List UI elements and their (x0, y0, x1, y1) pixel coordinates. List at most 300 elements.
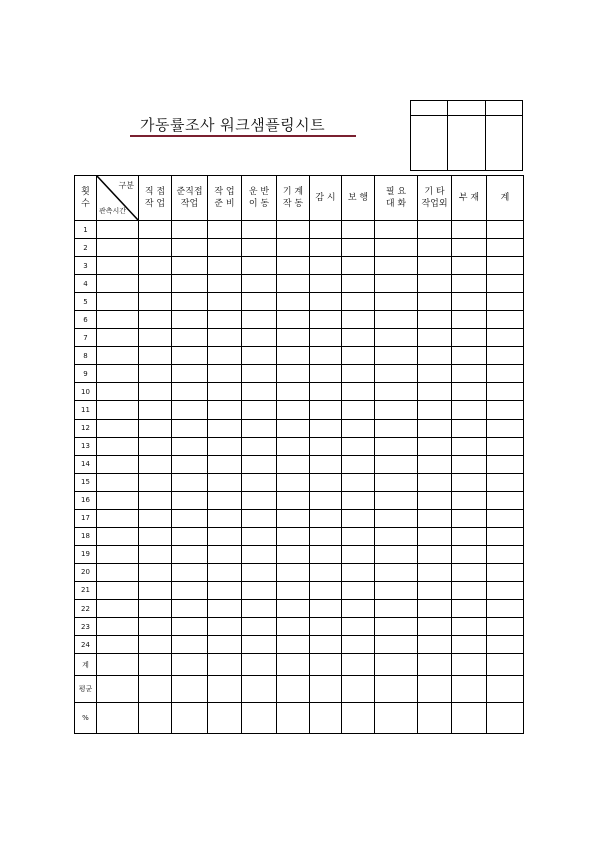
entry-cell[interactable] (139, 293, 172, 311)
entry-cell[interactable] (342, 329, 375, 347)
entry-cell[interactable] (487, 527, 524, 545)
entry-cell[interactable] (172, 599, 208, 617)
entry-cell[interactable] (310, 618, 342, 636)
entry-cell[interactable] (452, 437, 487, 455)
entry-cell[interactable] (172, 257, 208, 275)
entry-cell[interactable] (242, 437, 277, 455)
entry-cell[interactable] (139, 239, 172, 257)
entry-cell[interactable] (277, 401, 310, 419)
entry-cell[interactable] (342, 636, 375, 654)
entry-cell[interactable] (310, 347, 342, 365)
entry-cell[interactable] (375, 676, 418, 703)
entry-cell[interactable] (452, 221, 487, 239)
entry-cell[interactable] (277, 599, 310, 617)
entry-cell[interactable] (418, 563, 452, 581)
entry-cell[interactable] (487, 491, 524, 509)
entry-cell[interactable] (139, 527, 172, 545)
entry-cell[interactable] (242, 702, 277, 733)
entry-cell[interactable] (277, 419, 310, 437)
entry-cell[interactable] (208, 401, 242, 419)
entry-cell[interactable] (452, 473, 487, 491)
entry-cell[interactable] (139, 437, 172, 455)
entry-cell[interactable] (172, 383, 208, 401)
entry-cell[interactable] (418, 293, 452, 311)
entry-cell[interactable] (375, 311, 418, 329)
entry-cell[interactable] (242, 239, 277, 257)
entry-cell[interactable] (208, 383, 242, 401)
entry-cell[interactable] (452, 527, 487, 545)
entry-cell[interactable] (375, 419, 418, 437)
entry-cell[interactable] (172, 654, 208, 676)
entry-cell[interactable] (172, 293, 208, 311)
entry-cell[interactable] (310, 401, 342, 419)
entry-cell[interactable] (139, 599, 172, 617)
entry-cell[interactable] (242, 563, 277, 581)
entry-cell[interactable] (310, 654, 342, 676)
entry-cell[interactable] (242, 329, 277, 347)
entry-cell[interactable] (172, 311, 208, 329)
entry-cell[interactable] (208, 676, 242, 703)
entry-cell[interactable] (139, 618, 172, 636)
entry-cell[interactable] (139, 636, 172, 654)
entry-cell[interactable] (452, 491, 487, 509)
entry-cell[interactable] (172, 455, 208, 473)
entry-cell[interactable] (418, 347, 452, 365)
entry-cell[interactable] (277, 365, 310, 383)
entry-cell[interactable] (139, 473, 172, 491)
entry-cell[interactable] (172, 527, 208, 545)
entry-cell[interactable] (242, 221, 277, 239)
entry-cell[interactable] (487, 636, 524, 654)
entry-cell[interactable] (342, 654, 375, 676)
entry-cell[interactable] (487, 581, 524, 599)
entry-cell[interactable] (418, 599, 452, 617)
entry-cell[interactable] (342, 702, 375, 733)
entry-cell[interactable] (487, 599, 524, 617)
entry-cell[interactable] (310, 455, 342, 473)
entry-cell[interactable] (418, 473, 452, 491)
entry-cell[interactable] (418, 702, 452, 733)
entry-cell[interactable] (310, 293, 342, 311)
entry-cell[interactable] (342, 563, 375, 581)
entry-cell[interactable] (418, 491, 452, 509)
entry-cell[interactable] (342, 455, 375, 473)
entry-cell[interactable] (208, 509, 242, 527)
entry-cell[interactable] (277, 293, 310, 311)
entry-cell[interactable] (310, 702, 342, 733)
entry-cell[interactable] (375, 347, 418, 365)
entry-cell[interactable] (418, 311, 452, 329)
entry-cell[interactable] (242, 293, 277, 311)
entry-cell[interactable] (277, 275, 310, 293)
entry-cell[interactable] (208, 581, 242, 599)
entry-cell[interactable] (242, 257, 277, 275)
entry-cell[interactable] (139, 509, 172, 527)
entry-cell[interactable] (139, 702, 172, 733)
entry-cell[interactable] (172, 347, 208, 365)
entry-cell[interactable] (310, 275, 342, 293)
entry-cell[interactable] (139, 491, 172, 509)
entry-cell[interactable] (418, 527, 452, 545)
entry-cell[interactable] (277, 437, 310, 455)
entry-cell[interactable] (172, 491, 208, 509)
entry-cell[interactable] (310, 509, 342, 527)
entry-cell[interactable] (418, 618, 452, 636)
entry-cell[interactable] (139, 383, 172, 401)
entry-cell[interactable] (487, 654, 524, 676)
entry-cell[interactable] (97, 581, 139, 599)
entry-cell[interactable] (277, 636, 310, 654)
entry-cell[interactable] (277, 347, 310, 365)
entry-cell[interactable] (208, 293, 242, 311)
entry-cell[interactable] (139, 221, 172, 239)
entry-cell[interactable] (487, 275, 524, 293)
entry-cell[interactable] (208, 618, 242, 636)
entry-cell[interactable] (208, 365, 242, 383)
entry-cell[interactable] (97, 293, 139, 311)
entry-cell[interactable] (452, 257, 487, 275)
entry-cell[interactable] (487, 365, 524, 383)
entry-cell[interactable] (139, 275, 172, 293)
entry-cell[interactable] (375, 239, 418, 257)
entry-cell[interactable] (452, 239, 487, 257)
entry-cell[interactable] (277, 527, 310, 545)
entry-cell[interactable] (277, 221, 310, 239)
entry-cell[interactable] (208, 599, 242, 617)
entry-cell[interactable] (418, 419, 452, 437)
entry-cell[interactable] (277, 383, 310, 401)
entry-cell[interactable] (487, 329, 524, 347)
entry-cell[interactable] (310, 581, 342, 599)
entry-cell[interactable] (242, 599, 277, 617)
entry-cell[interactable] (342, 347, 375, 365)
entry-cell[interactable] (452, 347, 487, 365)
entry-cell[interactable] (310, 221, 342, 239)
entry-cell[interactable] (487, 239, 524, 257)
entry-cell[interactable] (375, 509, 418, 527)
entry-cell[interactable] (418, 545, 452, 563)
entry-cell[interactable] (418, 257, 452, 275)
entry-cell[interactable] (342, 491, 375, 509)
entry-cell[interactable] (375, 527, 418, 545)
entry-cell[interactable] (208, 329, 242, 347)
entry-cell[interactable] (375, 401, 418, 419)
entry-cell[interactable] (342, 599, 375, 617)
entry-cell[interactable] (342, 293, 375, 311)
entry-cell[interactable] (277, 702, 310, 733)
entry-cell[interactable] (418, 221, 452, 239)
entry-cell[interactable] (139, 419, 172, 437)
entry-cell[interactable] (277, 329, 310, 347)
entry-cell[interactable] (452, 676, 487, 703)
entry-cell[interactable] (487, 347, 524, 365)
entry-cell[interactable] (242, 311, 277, 329)
entry-cell[interactable] (242, 473, 277, 491)
entry-cell[interactable] (342, 419, 375, 437)
entry-cell[interactable] (452, 293, 487, 311)
entry-cell[interactable] (375, 702, 418, 733)
entry-cell[interactable] (208, 275, 242, 293)
entry-cell[interactable] (452, 618, 487, 636)
entry-cell[interactable] (418, 365, 452, 383)
entry-cell[interactable] (452, 636, 487, 654)
entry-cell[interactable] (418, 437, 452, 455)
entry-cell[interactable] (452, 599, 487, 617)
entry-cell[interactable] (277, 311, 310, 329)
entry-cell[interactable] (242, 636, 277, 654)
entry-cell[interactable] (97, 419, 139, 437)
entry-cell[interactable] (208, 257, 242, 275)
entry-cell[interactable] (172, 636, 208, 654)
entry-cell[interactable] (172, 702, 208, 733)
entry-cell[interactable] (452, 365, 487, 383)
entry-cell[interactable] (310, 437, 342, 455)
entry-cell[interactable] (418, 275, 452, 293)
entry-cell[interactable] (342, 473, 375, 491)
entry-cell[interactable] (97, 257, 139, 275)
entry-cell[interactable] (242, 383, 277, 401)
entry-cell[interactable] (242, 581, 277, 599)
entry-cell[interactable] (277, 491, 310, 509)
entry-cell[interactable] (375, 455, 418, 473)
entry-cell[interactable] (242, 347, 277, 365)
entry-cell[interactable] (277, 618, 310, 636)
entry-cell[interactable] (208, 491, 242, 509)
entry-cell[interactable] (139, 365, 172, 383)
entry-cell[interactable] (487, 509, 524, 527)
entry-cell[interactable] (139, 329, 172, 347)
entry-cell[interactable] (172, 329, 208, 347)
entry-cell[interactable] (375, 581, 418, 599)
entry-cell[interactable] (139, 311, 172, 329)
entry-cell[interactable] (342, 383, 375, 401)
entry-cell[interactable] (375, 221, 418, 239)
entry-cell[interactable] (375, 563, 418, 581)
entry-cell[interactable] (172, 509, 208, 527)
entry-cell[interactable] (242, 527, 277, 545)
entry-cell[interactable] (418, 654, 452, 676)
entry-cell[interactable] (139, 257, 172, 275)
entry-cell[interactable] (487, 401, 524, 419)
entry-cell[interactable] (97, 702, 139, 733)
entry-cell[interactable] (342, 581, 375, 599)
entry-cell[interactable] (208, 527, 242, 545)
entry-cell[interactable] (487, 293, 524, 311)
entry-cell[interactable] (242, 491, 277, 509)
entry-cell[interactable] (452, 654, 487, 676)
entry-cell[interactable] (242, 676, 277, 703)
entry-cell[interactable] (487, 618, 524, 636)
entry-cell[interactable] (452, 419, 487, 437)
entry-cell[interactable] (452, 581, 487, 599)
entry-cell[interactable] (375, 473, 418, 491)
entry-cell[interactable] (97, 509, 139, 527)
entry-cell[interactable] (172, 676, 208, 703)
entry-cell[interactable] (97, 527, 139, 545)
entry-cell[interactable] (418, 676, 452, 703)
entry-cell[interactable] (487, 419, 524, 437)
entry-cell[interactable] (487, 473, 524, 491)
entry-cell[interactable] (418, 239, 452, 257)
entry-cell[interactable] (277, 473, 310, 491)
entry-cell[interactable] (277, 239, 310, 257)
entry-cell[interactable] (310, 365, 342, 383)
entry-cell[interactable] (487, 563, 524, 581)
entry-cell[interactable] (342, 545, 375, 563)
entry-cell[interactable] (172, 401, 208, 419)
entry-cell[interactable] (418, 401, 452, 419)
entry-cell[interactable] (487, 545, 524, 563)
entry-cell[interactable] (97, 491, 139, 509)
entry-cell[interactable] (375, 654, 418, 676)
entry-cell[interactable] (310, 419, 342, 437)
entry-cell[interactable] (342, 275, 375, 293)
entry-cell[interactable] (375, 275, 418, 293)
entry-cell[interactable] (97, 473, 139, 491)
entry-cell[interactable] (242, 275, 277, 293)
entry-cell[interactable] (375, 293, 418, 311)
entry-cell[interactable] (342, 618, 375, 636)
entry-cell[interactable] (208, 473, 242, 491)
entry-cell[interactable] (97, 455, 139, 473)
entry-cell[interactable] (375, 365, 418, 383)
entry-cell[interactable] (310, 473, 342, 491)
entry-cell[interactable] (375, 491, 418, 509)
entry-cell[interactable] (277, 563, 310, 581)
entry-cell[interactable] (375, 437, 418, 455)
entry-cell[interactable] (97, 347, 139, 365)
entry-cell[interactable] (310, 676, 342, 703)
entry-cell[interactable] (418, 329, 452, 347)
entry-cell[interactable] (375, 383, 418, 401)
entry-cell[interactable] (97, 401, 139, 419)
entry-cell[interactable] (452, 702, 487, 733)
approval-sign-cell-3[interactable] (485, 116, 522, 171)
entry-cell[interactable] (208, 702, 242, 733)
entry-cell[interactable] (418, 636, 452, 654)
entry-cell[interactable] (277, 654, 310, 676)
entry-cell[interactable] (310, 329, 342, 347)
entry-cell[interactable] (139, 654, 172, 676)
entry-cell[interactable] (208, 311, 242, 329)
entry-cell[interactable] (97, 329, 139, 347)
entry-cell[interactable] (97, 618, 139, 636)
entry-cell[interactable] (139, 676, 172, 703)
entry-cell[interactable] (242, 618, 277, 636)
entry-cell[interactable] (277, 257, 310, 275)
entry-cell[interactable] (277, 455, 310, 473)
entry-cell[interactable] (277, 545, 310, 563)
entry-cell[interactable] (242, 509, 277, 527)
entry-cell[interactable] (208, 654, 242, 676)
entry-cell[interactable] (487, 437, 524, 455)
entry-cell[interactable] (208, 239, 242, 257)
entry-cell[interactable] (277, 581, 310, 599)
entry-cell[interactable] (452, 329, 487, 347)
entry-cell[interactable] (310, 311, 342, 329)
entry-cell[interactable] (375, 257, 418, 275)
entry-cell[interactable] (242, 401, 277, 419)
entry-cell[interactable] (242, 654, 277, 676)
entry-cell[interactable] (342, 311, 375, 329)
entry-cell[interactable] (487, 702, 524, 733)
entry-cell[interactable] (375, 599, 418, 617)
entry-cell[interactable] (452, 401, 487, 419)
entry-cell[interactable] (97, 221, 139, 239)
entry-cell[interactable] (139, 455, 172, 473)
entry-cell[interactable] (97, 365, 139, 383)
entry-cell[interactable] (97, 636, 139, 654)
entry-cell[interactable] (242, 419, 277, 437)
entry-cell[interactable] (139, 347, 172, 365)
entry-cell[interactable] (172, 618, 208, 636)
entry-cell[interactable] (97, 239, 139, 257)
entry-cell[interactable] (342, 676, 375, 703)
entry-cell[interactable] (172, 563, 208, 581)
entry-cell[interactable] (452, 383, 487, 401)
entry-cell[interactable] (310, 545, 342, 563)
entry-cell[interactable] (172, 545, 208, 563)
entry-cell[interactable] (172, 437, 208, 455)
entry-cell[interactable] (242, 365, 277, 383)
entry-cell[interactable] (172, 581, 208, 599)
entry-cell[interactable] (97, 599, 139, 617)
entry-cell[interactable] (310, 563, 342, 581)
entry-cell[interactable] (208, 221, 242, 239)
entry-cell[interactable] (242, 455, 277, 473)
entry-cell[interactable] (208, 563, 242, 581)
entry-cell[interactable] (172, 473, 208, 491)
entry-cell[interactable] (375, 618, 418, 636)
entry-cell[interactable] (487, 221, 524, 239)
entry-cell[interactable] (277, 509, 310, 527)
entry-cell[interactable] (97, 275, 139, 293)
entry-cell[interactable] (310, 383, 342, 401)
entry-cell[interactable] (342, 437, 375, 455)
entry-cell[interactable] (310, 239, 342, 257)
entry-cell[interactable] (342, 527, 375, 545)
entry-cell[interactable] (208, 437, 242, 455)
entry-cell[interactable] (97, 437, 139, 455)
entry-cell[interactable] (172, 221, 208, 239)
entry-cell[interactable] (375, 545, 418, 563)
entry-cell[interactable] (208, 455, 242, 473)
entry-cell[interactable] (375, 636, 418, 654)
entry-cell[interactable] (97, 545, 139, 563)
entry-cell[interactable] (242, 545, 277, 563)
approval-sign-cell-1[interactable] (411, 116, 448, 171)
entry-cell[interactable] (310, 636, 342, 654)
entry-cell[interactable] (97, 654, 139, 676)
entry-cell[interactable] (375, 329, 418, 347)
entry-cell[interactable] (172, 419, 208, 437)
entry-cell[interactable] (342, 257, 375, 275)
entry-cell[interactable] (208, 636, 242, 654)
entry-cell[interactable] (452, 545, 487, 563)
entry-cell[interactable] (97, 676, 139, 703)
entry-cell[interactable] (452, 509, 487, 527)
entry-cell[interactable] (208, 545, 242, 563)
entry-cell[interactable] (310, 527, 342, 545)
entry-cell[interactable] (208, 347, 242, 365)
entry-cell[interactable] (452, 275, 487, 293)
entry-cell[interactable] (487, 383, 524, 401)
entry-cell[interactable] (208, 419, 242, 437)
entry-cell[interactable] (342, 221, 375, 239)
entry-cell[interactable] (97, 383, 139, 401)
entry-cell[interactable] (139, 545, 172, 563)
entry-cell[interactable] (487, 311, 524, 329)
